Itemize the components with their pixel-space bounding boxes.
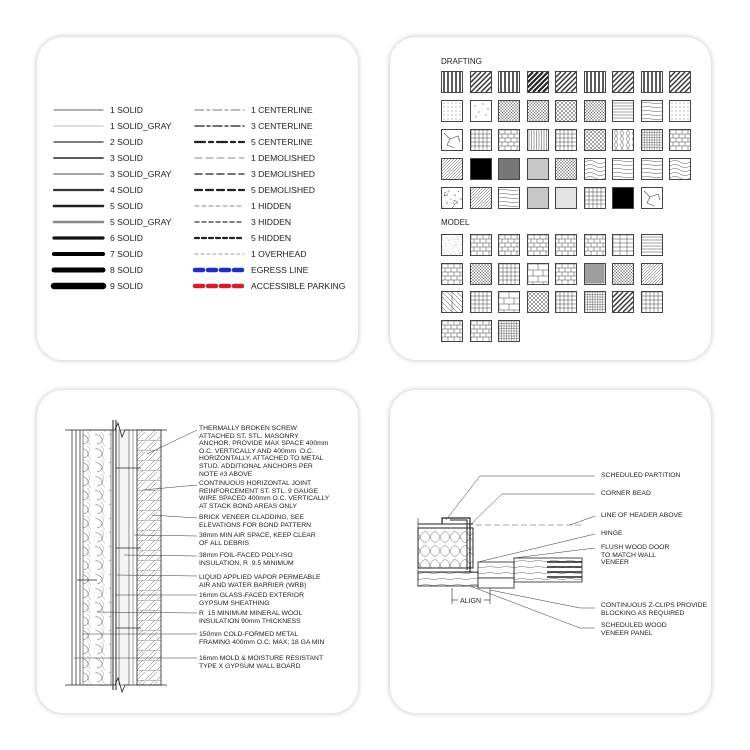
- line-label: 1 DEMOLISHED: [251, 153, 315, 163]
- drafting-pattern-swatch[interactable]: [470, 71, 492, 93]
- wall-note: R 15 MINIMUM MINERAL WOOL INSULATION 90mm THICKNESS: [199, 610, 303, 625]
- line-label: 3 SOLID: [110, 153, 143, 163]
- model-pattern-swatch[interactable]: [584, 263, 606, 285]
- drafting-pattern-swatch[interactable]: [527, 129, 549, 151]
- line-label: 6 SOLID: [110, 233, 143, 243]
- drafting-section-title: DRAFTING: [441, 57, 482, 66]
- drafting-pattern-swatch[interactable]: [584, 187, 606, 209]
- drafting-pattern-swatch[interactable]: [470, 100, 492, 122]
- line-label: 5 HIDDEN: [251, 233, 292, 243]
- drafting-pattern-swatch[interactable]: [498, 187, 520, 209]
- drafting-pattern-swatch[interactable]: [441, 100, 463, 122]
- door-note: SCHEDULED WOOD VENEER PANEL: [601, 622, 667, 637]
- drafting-pattern-swatch[interactable]: [527, 187, 549, 209]
- door-note: HINGE: [601, 530, 623, 537]
- drafting-pattern-swatch[interactable]: [441, 129, 463, 151]
- drafting-pattern-swatch[interactable]: [470, 187, 492, 209]
- model-pattern-swatch[interactable]: [527, 291, 549, 313]
- drafting-pattern-swatch[interactable]: [584, 71, 606, 93]
- door-note: CONTINUOUS Z-CLIPS PROVIDE BLOCKING AS REQUIRED: [601, 602, 708, 617]
- model-pattern-swatch[interactable]: [527, 263, 549, 285]
- drafting-pattern-swatch[interactable]: [441, 187, 463, 209]
- hatch-patterns-card: [390, 37, 711, 360]
- door-note: SCHEDULED PARTITION: [601, 472, 681, 479]
- drafting-pattern-swatch[interactable]: [584, 129, 606, 151]
- model-pattern-swatch[interactable]: [612, 291, 634, 313]
- line-label: 1 OVERHEAD: [251, 249, 307, 259]
- wall-note: 38mm MIN AIR SPACE, KEEP CLEAR OF ALL DEBRIS: [199, 532, 316, 547]
- model-pattern-swatch[interactable]: [441, 320, 463, 342]
- model-pattern-swatch[interactable]: [584, 234, 606, 256]
- door-jamb-detail-card: [390, 390, 711, 713]
- line-label: 1 HIDDEN: [251, 201, 292, 211]
- line-label: 1 SOLID: [110, 105, 143, 115]
- line-label: 9 SOLID: [110, 281, 143, 291]
- line-styles-card: [37, 37, 358, 360]
- drafting-pattern-swatch[interactable]: [527, 71, 549, 93]
- line-label: 7 SOLID: [110, 249, 143, 259]
- model-pattern-swatch[interactable]: [470, 291, 492, 313]
- drafting-pattern-swatch[interactable]: [641, 71, 663, 93]
- model-pattern-swatch[interactable]: [641, 291, 663, 313]
- drafting-pattern-swatch[interactable]: [470, 129, 492, 151]
- drafting-pattern-swatch[interactable]: [612, 129, 634, 151]
- align-label: ALIGN: [460, 598, 482, 605]
- drafting-pattern-swatch[interactable]: [584, 100, 606, 122]
- drafting-pattern-swatch[interactable]: [498, 100, 520, 122]
- drafting-pattern-swatch[interactable]: [641, 187, 663, 209]
- line-label: ACCESSIBLE PARKING: [251, 281, 346, 291]
- drafting-pattern-swatch[interactable]: [612, 100, 634, 122]
- drafting-pattern-swatch[interactable]: [470, 158, 492, 180]
- model-pattern-swatch[interactable]: [470, 234, 492, 256]
- door-note: LINE OF HEADER ABOVE: [601, 512, 683, 519]
- drafting-pattern-swatch[interactable]: [527, 158, 549, 180]
- drafting-pattern-swatch[interactable]: [441, 158, 463, 180]
- model-pattern-swatch[interactable]: [584, 291, 606, 313]
- drafting-pattern-swatch[interactable]: [641, 100, 663, 122]
- drafting-pattern-swatch[interactable]: [584, 158, 606, 180]
- model-pattern-swatch[interactable]: [612, 263, 634, 285]
- line-label: 1 CENTERLINE: [251, 105, 313, 115]
- line-label: 3 SOLID_GRAY: [110, 169, 172, 179]
- drafting-pattern-swatch[interactable]: [527, 100, 549, 122]
- drafting-pattern-swatch[interactable]: [641, 129, 663, 151]
- drafting-pattern-swatch[interactable]: [498, 71, 520, 93]
- model-pattern-swatch[interactable]: [527, 234, 549, 256]
- drafting-pattern-swatch[interactable]: [555, 129, 577, 151]
- line-label: 2 SOLID: [110, 137, 143, 147]
- line-label: 5 DEMOLISHED: [251, 185, 315, 195]
- drafting-pattern-swatch[interactable]: [555, 187, 577, 209]
- model-pattern-swatch[interactable]: [470, 320, 492, 342]
- drafting-pattern-swatch[interactable]: [441, 71, 463, 93]
- drafting-pattern-swatch[interactable]: [641, 158, 663, 180]
- model-pattern-swatch[interactable]: [441, 291, 463, 313]
- drafting-pattern-swatch[interactable]: [555, 158, 577, 180]
- model-pattern-swatch[interactable]: [555, 263, 577, 285]
- model-pattern-swatch[interactable]: [498, 320, 520, 342]
- model-pattern-swatch[interactable]: [641, 263, 663, 285]
- line-label: EGRESS LINE: [251, 265, 309, 275]
- wall-note: BRICK VENEER CLADDING, SEE ELEVATIONS FOR BOND PATTERN: [199, 514, 312, 529]
- line-label: 3 CENTERLINE: [251, 121, 313, 131]
- drafting-pattern-swatch[interactable]: [669, 71, 691, 93]
- model-pattern-swatch[interactable]: [470, 263, 492, 285]
- door-note: CORNER BEAD: [601, 490, 651, 497]
- line-label: 4 SOLID: [110, 185, 143, 195]
- model-pattern-swatch[interactable]: [441, 263, 463, 285]
- wall-note: THERMALLY BROKEN SCREW ATTACHED ST. STL. MASONRY ANCHOR. PROVIDE MAX SPACE 400mm O.C. VERTICALLY AND 400mm O.C. HORIZONTALLY. ATTACHED TO METAL STUD. ADDITIONAL ANCHORS PER NOTE #3 ABOVE: [199, 425, 329, 478]
- model-pattern-swatch[interactable]: [498, 234, 520, 256]
- drafting-pattern-swatch[interactable]: [555, 100, 577, 122]
- wall-section-detail-card: [37, 390, 358, 713]
- drafting-pattern-swatch[interactable]: [669, 158, 691, 180]
- model-pattern-swatch[interactable]: [441, 234, 463, 256]
- line-label: 5 SOLID: [110, 201, 143, 211]
- model-pattern-swatch[interactable]: [612, 234, 634, 256]
- line-label: 5 SOLID_GRAY: [110, 217, 172, 227]
- wall-note: 150mm COLD-FORMED METAL FRAMING 400mm O.C. MAX; 18 GA MIN: [199, 631, 325, 646]
- drafting-pattern-swatch[interactable]: [669, 129, 691, 151]
- line-label: 8 SOLID: [110, 265, 143, 275]
- wall-note: LIQUID APPLIED VAPOR PERMEABLE AIR AND WATER BARRIER (WRB): [199, 574, 321, 589]
- drafting-pattern-swatch[interactable]: [555, 71, 577, 93]
- drafting-pattern-swatch[interactable]: [669, 100, 691, 122]
- line-label: 3 HIDDEN: [251, 217, 292, 227]
- line-label: 5 CENTERLINE: [251, 137, 313, 147]
- model-pattern-swatch[interactable]: [498, 291, 520, 313]
- drafting-pattern-swatch[interactable]: [498, 129, 520, 151]
- drafting-pattern-swatch[interactable]: [498, 158, 520, 180]
- drafting-pattern-swatch[interactable]: [612, 187, 634, 209]
- wall-note: 16mm GLASS-FACED EXTERIOR GYPSUM SHEATHING: [199, 592, 304, 607]
- drafting-pattern-swatch[interactable]: [612, 158, 634, 180]
- model-section-title: MODEL: [441, 218, 470, 227]
- wall-note: CONTINUOUS HORIZONTAL JOINT REINFORCEMENT ST. STL. 9 GAUGE WIRE SPACED 400mm O.C. VERTICALLY AT STACK BOND AREAS ONLY: [199, 480, 330, 510]
- door-note: FLUSH WOOD DOOR TO MATCH WALL VENEER: [601, 544, 670, 567]
- line-style-swatches: [37, 37, 358, 360]
- wall-note: 38mm FOIL-FACED POLY-ISO INSULATION, R 9.5 MINIMUM: [199, 552, 294, 567]
- drafting-pattern-swatch[interactable]: [612, 71, 634, 93]
- wall-note: 16mm MOLD & MOISTURE RESISTANT TYPE X GYPSUM WALL BOARD: [199, 655, 324, 670]
- model-pattern-swatch[interactable]: [555, 291, 577, 313]
- model-pattern-swatch[interactable]: [498, 263, 520, 285]
- line-label: 1 SOLID_GRAY: [110, 121, 172, 131]
- line-label: 3 DEMOLISHED: [251, 169, 315, 179]
- model-pattern-swatch[interactable]: [555, 234, 577, 256]
- model-pattern-swatch[interactable]: [641, 234, 663, 256]
